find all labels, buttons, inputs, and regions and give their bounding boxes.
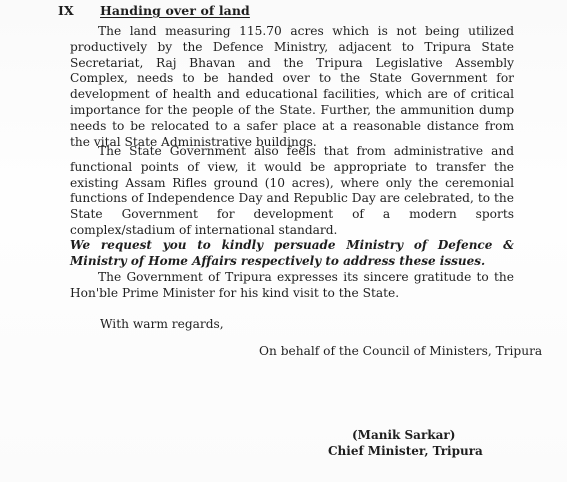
paragraph-assam-rifles-ground: The State Government also feels that from administrative and functional points of view, it would be appropriate to transfer the existing Assam Rifles ground (10 acres), where only the ceremonial functions of Independence Day and Republic Day are celebrated, to the State Government for development of a modern sports complex/stadium of international standard. [70, 144, 514, 237]
signatory-name: (Manik Sarkar) [352, 428, 456, 442]
paragraph-request: We request you to kindly persuade Ministry of Defence & Ministry of Home Affairs respectively to address these issues. [70, 238, 514, 268]
section-heading [58, 3, 250, 18]
closing-regards: With warm regards, [100, 317, 224, 331]
section-title: Handing over of land [100, 3, 250, 18]
signatory-title: Chief Minister, Tripura [328, 444, 483, 458]
paragraph-gratitude: The Government of Tripura expresses its sincere gratitude to the Hon'ble Prime Minister for his kind visit to the State. [70, 270, 514, 300]
section-number: IX [58, 3, 74, 18]
on-behalf-line: On behalf of the Council of Ministers, Tripura [259, 344, 543, 358]
paragraph-land-handover: The land measuring 115.70 acres which is not being utilized productively by the Defence Ministry, adjacent to Tripura State Secretariat, Raj Bhavan and the Tripura Legislative Assembly Complex, needs to be handed over to the State Government for development of health and educational facilities, which are of critical importance for the people of the State. Further, the ammunition dump needs to be relocated to a safer place at a reasonable distance from the vital State Administrative buildings. [70, 24, 514, 149]
